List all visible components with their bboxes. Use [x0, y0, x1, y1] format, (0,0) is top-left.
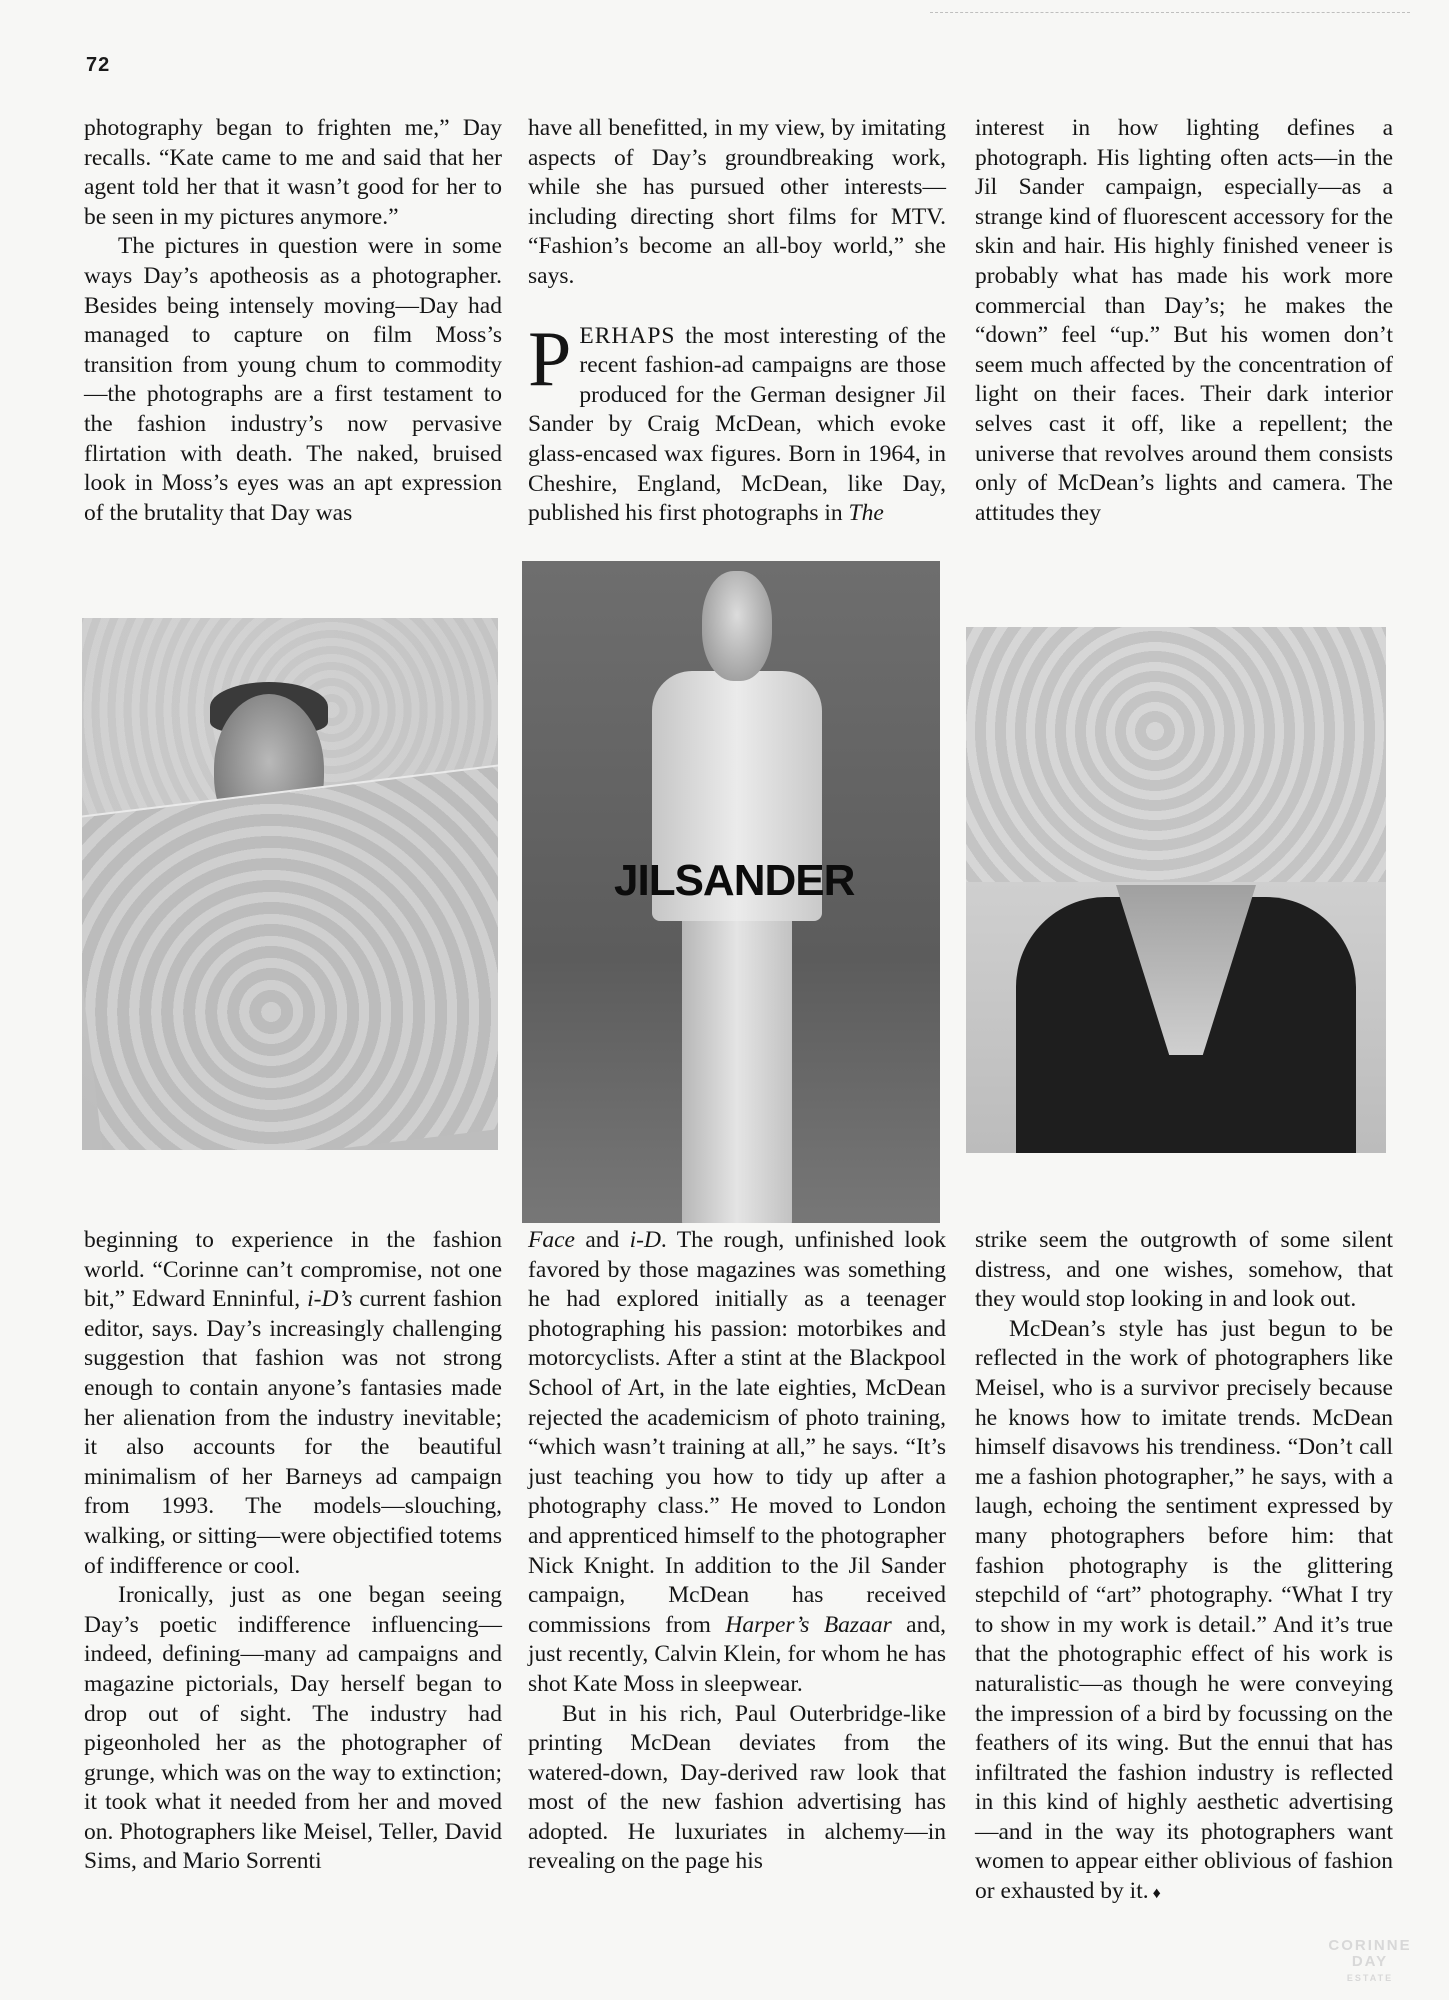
jil-sander-logo: JILSANDER: [614, 856, 855, 905]
drop-cap-word: ERHAPS: [579, 322, 676, 349]
paragraph-text: the most interesting of the recent fashion-ad campaigns are those produced for the German designer Jil Sander by Craig McDean, which evoke glass-encased wax figures. Born in 1964, in Cheshire, England, McDean, like Day, published his first photographs in: [528, 322, 946, 527]
paragraph: beginning to experience in the fashion world. “Corinne can’t compromise, not one bit,” Edward Enninful, i-D’s current fashion editor, says. Day’s increasingly challenging suggestion that fashion was not strong enough to contain anyone’s fantasies made her alienation from the industry inevitable; it also accounts for the beautiful minimalism of her Barneys ad campaign from 1993. The models—slouching, walking, or sitting—were objectified totems of indifference or cool.: [84, 1227, 502, 1579]
end-mark-icon: ♦: [1152, 1885, 1161, 1903]
paragraph: interest in how lighting defines a photograph. His lighting often acts—in the Jil Sander campaign, especially—as a strange kind of fluorescent accessory for the skin and hair. His highly finished veneer is probably what has made his work more commercial than Day’s; he makes the “down” feel “up.” But his women don’t seem much affected by the concentration of light on their faces. Their dark interior selves cast it off, like a repellent; the universe that revolves around them consists only of McDean’s lights and camera. The attitudes they: [975, 115, 1393, 526]
watermark: CORINNE DAY ESTATE: [1328, 1937, 1412, 1983]
column-1-bottom: [84, 1226, 502, 1877]
magazine-title: The: [848, 500, 884, 527]
column-3-top: [975, 114, 1393, 528]
magazine-title: i-D’s: [307, 1286, 353, 1313]
column-2-top: [528, 114, 946, 529]
paragraph: strike seem the outgrowth of some silent distress, and one wishes, somehow, that they would stop looking in and look out.: [975, 1227, 1393, 1313]
column-1-top: [84, 114, 502, 528]
page-number: 72: [86, 54, 111, 76]
magazine-title: Face: [528, 1227, 575, 1253]
column-3-bottom: [975, 1226, 1393, 1909]
top-divider: [930, 12, 1410, 13]
drop-cap: P: [528, 314, 572, 402]
paragraph: The pictures in question were in some ways Day’s apotheosis as a photographer. Besides being intensely moving—Day had managed to capture on film Moss’s transition from young chum to commodity—the photographs are a first testament to the fashion industry’s now pervasive flirtation with death. The naked, bruised look in Moss’s eyes was an apt expression of the brutality that Day was: [84, 233, 502, 526]
drop-cap-paragraph: [528, 314, 946, 529]
paragraph: But in his rich, Paul Outerbridge-like printing McDean deviates from the watered-down, Day-derived raw look that most of the new fashion advertising has adopted. He luxuriates in alchemy—in revealing on the page his: [528, 1700, 946, 1875]
paragraph: have all benefitted, in my view, by imitating aspects of Day’s groundbreaking work, while she has pursued other interests—including directing short films for MTV. “Fashion’s become an all-boy world,” she says.: [528, 115, 946, 289]
paragraph: McDean’s style has just begun to be reflected in the work of photographers like Meisel, who is a survivor precisely because he knows how to imitate trends. McDean himself disavows his trendiness. “Don’t call me a fashion photographer,” he says, with a laugh, echoing the sentiment expressed by many photographers before him: that fashion photography is the glittering stepchild of “art” photography. “What I try to show in my work is detail.” And it’s true that the photographic effect of his work is naturalistic—as though he were conveying the impression of a bird by focussing on the feathers of its wing. But the ennui that has infiltrated the fashion industry is reflected in this kind of highly aesthetic advertising—and in the way its photographers want women to appear either oblivious of fashion or exhausted by it. ♦: [975, 1315, 1393, 1905]
column-2-bottom: [528, 1226, 946, 1877]
magazine-title: i-D: [629, 1227, 661, 1253]
photo-model-behind-brocade: [82, 618, 498, 1150]
paragraph: photography began to frighten me,” Day recalls. “Kate came to me and said that her agent told her that it wasn’t good for her to be seen in my pictures anymore.”: [84, 115, 502, 230]
magazine-title: Harper’s Bazaar: [725, 1611, 892, 1638]
photo-model-black-top: [966, 627, 1386, 1153]
paragraph: Ironically, just as one began seeing Day’s poetic indifference influencing—indeed, defining—many ad campaigns and magazine pictorials, Day herself began to drop out of sight. The industry had pigeonholed her as the photographer of grunge, which was on the way to extinction; it took what it needed from her and moved on. Photographers like Meisel, Teller, David Sims, and Mario Sorrenti: [84, 1582, 502, 1875]
paragraph: Face and i-D. The rough, unfinished look favored by those magazines was something he had explored initially as a teenager photographing his passion: motorbikes and motorcyclists. After a stint at the Blackpool School of Art, in the late eighties, McDean rejected the academicism of photo training, “which wasn’t training at all,” he says. “It’s just teaching you how to tidy up after a photography class.” He moved to London and apprenticed himself to the photographer Nick Knight. In addition to the Jil Sander campaign, McDean has received commissions from Harper’s Bazaar and, just recently, Calvin Klein, for whom he has shot Kate Moss in sleepwear.: [528, 1227, 946, 1697]
photo-jil-sander-ad: [522, 561, 940, 1223]
